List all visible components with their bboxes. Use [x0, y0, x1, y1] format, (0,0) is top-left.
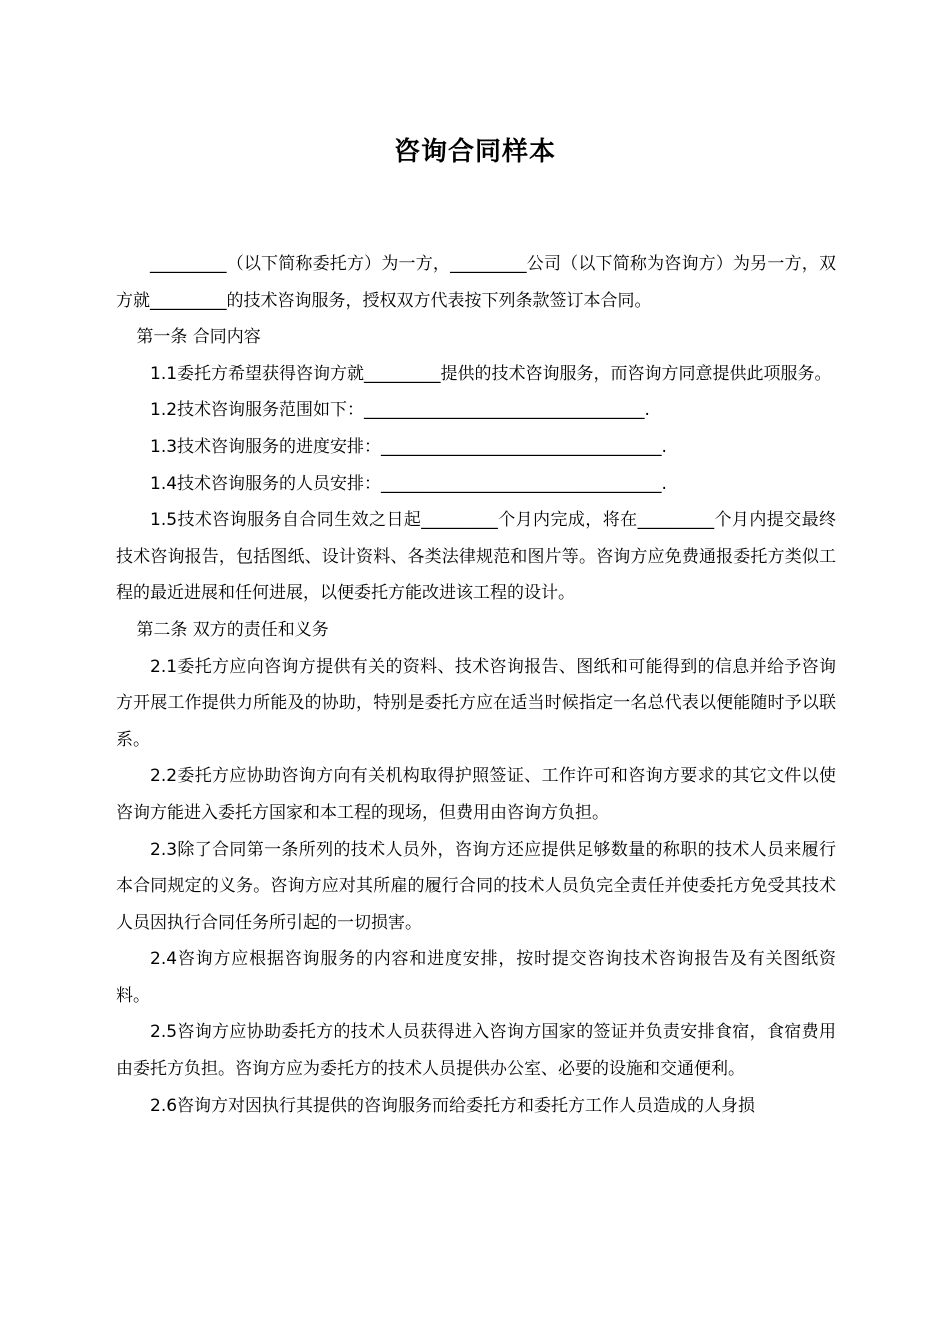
document-title: 咨询合同样本 [393, 137, 556, 167]
section-heading-2: 第二条 双方的责任和义务 [136, 619, 329, 640]
clause-2-2: 2.2委托方应协助咨询方向有关机构取得护照签证、工作许可和咨询方要求的其它文件以使咨询方能进入委托方国家和本工程的现场，但费用由咨询方负担。 [116, 766, 836, 823]
clause-2-1: 2.1委托方应向咨询方提供有关的资料、技术咨询报告、图纸和可能得到的信息并给予咨询方开展工作提供力所能及的协助，特别是委托方应在适当时候指定一名总代表以便能随时予以联系。 [116, 656, 836, 750]
clause-1-1: 1.1委托方希望获得咨询方就_________提供的技术咨询服务，而咨询方同意提供此项服务。 [150, 363, 832, 384]
section-heading-1: 第一条 合同内容 [136, 327, 261, 348]
clause-1-2: 1.2技术咨询服务范围如下：_________________________________. [150, 400, 650, 421]
clause-2-6: 2.6咨询方对因执行其提供的咨询服务而给委托方和委托方工作人员造成的人身损 [150, 1095, 756, 1116]
clause-1-4: 1.4技术咨询服务的人员安排：_________________________________. [150, 473, 667, 494]
clause-1-5: 1.5技术咨询服务自合同生效之日起_________个月内完成，将在_________个月内提交最终技术咨询报告，包括图纸、设计资料、各类法律规范和图片等。咨询方应免费通报委托方类似工程的最近进展和任何进展，以便委托方能改进该工程的设计。 [116, 510, 836, 604]
document-body [116, 246, 836, 1124]
clause-2-3: 2.3除了合同第一条所列的技术人员外，咨询方还应提供足够数量的称职的技术人员来履行本合同规定的义务。咨询方应对其所雇的履行合同的技术人员负完全责任并使委托方免受其技术人员因执行合同任务所引起的一切损害。 [116, 839, 836, 933]
clause-1-3: 1.3技术咨询服务的进度安排：_________________________________. [150, 436, 667, 457]
clause-2-5: 2.5咨询方应协助委托方的技术人员获得进入咨询方国家的签证并负责安排食宿，食宿费用由委托方负担。咨询方应为委托方的技术人员提供办公室、必要的设施和交通便利。 [116, 1022, 836, 1080]
clause-2-4: 2.4咨询方应根据咨询服务的内容和进度安排，按时提交咨询技术咨询报告及有关图纸资料。 [116, 949, 836, 1006]
intro-paragraph: _________（以下简称委托方）为一方，_________公司（以下简称为咨询方）为另一方，双方就_________的技术咨询服务，授权双方代表按下列条款签订本合同。 [116, 254, 836, 311]
